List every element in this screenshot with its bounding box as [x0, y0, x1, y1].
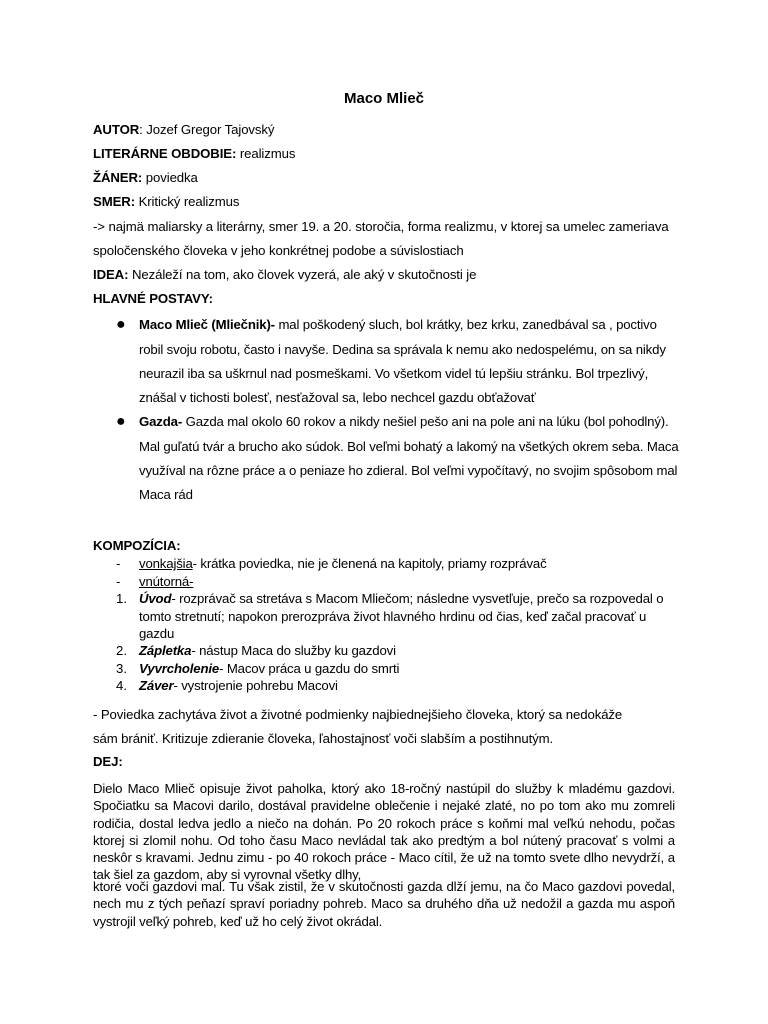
author-value: : Jozef Gregor Tajovský [139, 122, 275, 137]
genre-value: poviedka [142, 170, 198, 185]
dash-marker: - [116, 556, 121, 571]
direction-label: SMER: [93, 194, 135, 209]
idea-label: IDEA: [93, 267, 129, 282]
period-line [93, 145, 683, 163]
characters-heading: HLAVNÉ POSTAVY: [93, 291, 213, 306]
item-4-label: Záver [139, 678, 174, 693]
outer-composition-label: vonkajšia [139, 556, 193, 571]
maco-line-1 [139, 316, 675, 334]
maco-line-4: znášal v tichosti bolesť, nesťažoval sa, lebo nechcel gazdu obťažovať [139, 390, 536, 405]
direction-value: Kritický realizmus [135, 194, 240, 209]
maco-desc-1: mal poškodený sluch, bol krátky, bez krku, zanedbával sa , poctivo [274, 317, 657, 332]
gazda-line-4: Maca rád [139, 487, 193, 502]
item-1-line-2: tomto stretnutí; napokon prerozpráva život hlavného hrdinu od čias, keď začal pracovať u [139, 609, 647, 624]
item-1-line-3: gazdu [139, 626, 175, 641]
plot-paragraph-1: Dielo Maco Mlieč opisuje život paholka, ktorý ako 18-ročný nastúpil do služby k mladému gazdovi. Spočiatku sa Macovi darilo, dostával pravidelne oblečenie i nejaké zlaté, no po tom ako mu zomreli rodičia, dostal ledva jedlo a niečo na dohán. Po 20 rokoch práce s koňmi mal veľkú nehodu, počas ktorej si zlomil nohu. Od toho času Maco nevládal tak ako predtým a bol nútený pracovať s volmi a neskôr s kravami. Jednu zimu - po 40 rokoch práce - Maco cítil, že už na tomto svete dlho nevydrží, a tak šiel za gazdom, aby si vyrovnal všetky dlhy, [93, 781, 675, 883]
outer-composition-line [139, 555, 547, 573]
item-1-line-1 [139, 590, 675, 608]
gazda-name: Gazda- [139, 414, 183, 429]
period-value: realizmus [236, 146, 296, 161]
outer-composition-text: - krátka poviedka, nie je členená na kapitoly, priamy rozprávač [192, 556, 547, 571]
author-line [93, 121, 683, 139]
item-4-line [139, 677, 338, 695]
item-1-text-1: - rozprávač sa stretáva s Macom Mliečom; následne vysvetľuje, prečo sa rozpovedal o [171, 591, 664, 606]
item-4-text: - vystrojenie pohrebu Macovi [173, 678, 338, 693]
item-3-line [139, 660, 399, 678]
item-3-label: Vyvrcholenie [139, 661, 220, 676]
plot-heading: DEJ: [93, 754, 123, 769]
item-1-marker: 1. [116, 591, 127, 606]
direction-note-line-2: spoločenského človeka v jeho konkrétnej podobe a súvislostiach [93, 243, 464, 258]
maco-line-2: robil svoju robotu, často i navyše. Dedina sa správala k nemu ako nedospelému, on sa nikdy [139, 342, 666, 357]
document-title: Maco Mlieč [343, 90, 425, 107]
genre-line [93, 169, 683, 187]
item-1-label: Úvod [139, 591, 172, 606]
idea-value: Nezáleží na tom, ako človek vyzerá, ale aký v skutočnosti je [128, 267, 477, 282]
composition-heading: KOMPOZÍCIA: [93, 538, 181, 553]
item-2-marker: 2. [116, 643, 127, 658]
bullet-dot-icon: ● [116, 413, 126, 430]
item-2-label: Zápletka [139, 643, 192, 658]
plot-paragraph-2: ktoré voči gazdovi mal. Tu však zistil, že v skutočnosti gazda dlží jemu, na čo Maco gazdovi povedal, nech mu z tých peňazí spraví poriadny pohreb. Maco sa druhého dňa už nedožil a gazda mu aspoň vystrojil veľký pohreb, keď už ho celý život okrádal. [93, 879, 675, 929]
gazda-line-3: využíval na rôzne práce a o peniaze ho zdieral. Bol veľmi vypočítavý, no svojim spôsobom mal [139, 463, 678, 478]
inner-composition-label: vnútorná- [139, 574, 194, 589]
summary-line-1: - Poviedka zachytáva život a životné podmienky najbiednejšieho človeka, ktorý sa nedokáže [93, 707, 623, 722]
item-2-text: - nástup Maca do služby ku gazdovi [191, 643, 396, 658]
idea-line [93, 266, 683, 284]
gazda-line-2: Mal guľatú tvár a brucho ako súdok. Bol veľmi bohatý a lakomý na všetkých okrem seba. Maca [139, 439, 679, 454]
bullet-dot-icon: ● [116, 316, 126, 333]
maco-line-3: neurazil iba sa uškrnul nad posmeškami. Vo všetkom videl tú lepšiu stránku. Bol trpezlivý, [139, 366, 649, 381]
item-3-marker: 3. [116, 661, 127, 676]
item-3-text: - Macov práca u gazdu do smrti [219, 661, 400, 676]
summary-line-2: sám brániť. Kritizuje zdieranie človeka, ľahostajnosť voči slabším a postihnutým. [93, 731, 554, 746]
period-label: LITERÁRNE OBDOBIE: [93, 146, 237, 161]
direction-note-line-1: -> najmä maliarsky a literárny, smer 19. a 20. storočia, forma realizmu, v ktorej sa umelec zameriava [93, 219, 669, 234]
item-2-line [139, 642, 396, 660]
direction-line [93, 193, 683, 211]
dash-marker: - [116, 574, 121, 589]
genre-label: ŽÁNER: [93, 170, 143, 185]
gazda-desc-1: Gazda mal okolo 60 rokov a nikdy nešiel pešo ani na pole ani na lúku (bol pohodlný). [182, 414, 669, 429]
gazda-line-1 [139, 413, 675, 431]
maco-name: Maco Mlieč (Mliečnik)- [139, 317, 275, 332]
item-4-marker: 4. [116, 678, 127, 693]
author-label: AUTOR [93, 122, 140, 137]
